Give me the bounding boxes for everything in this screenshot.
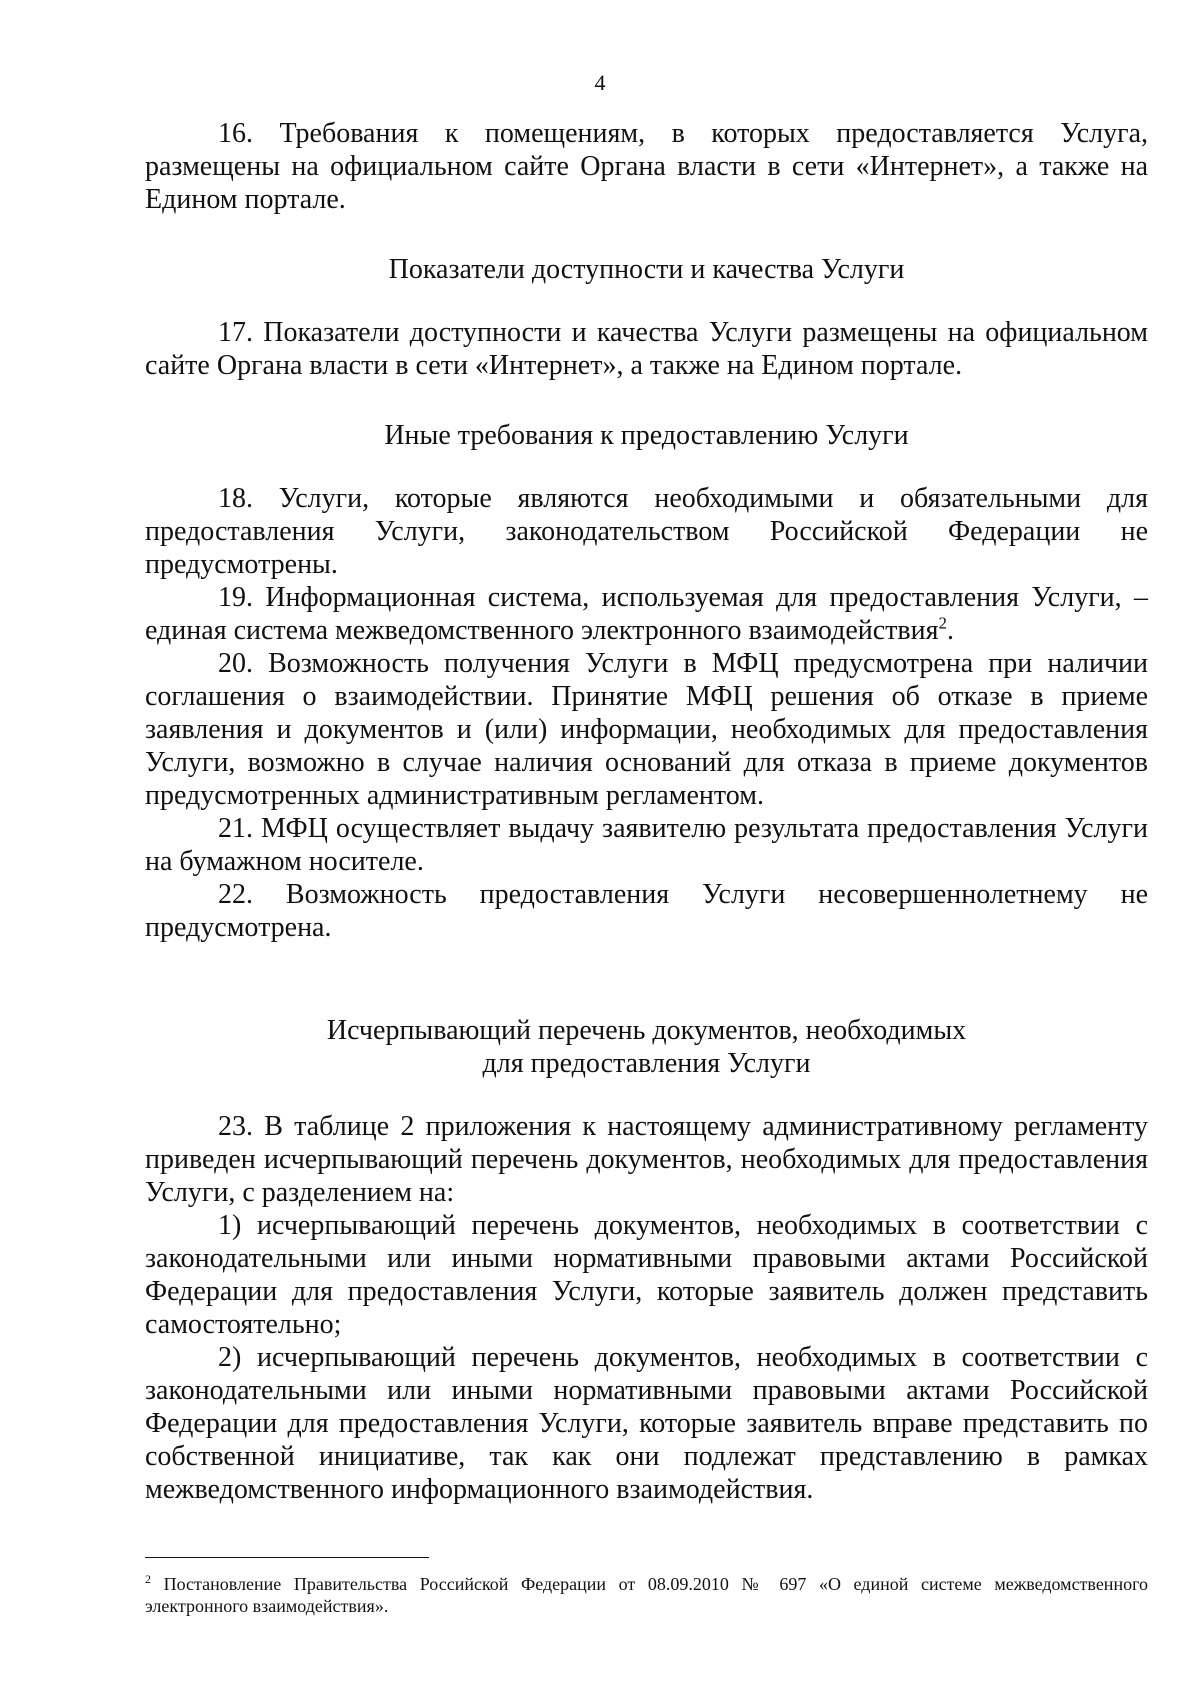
paragraph-22: 22. Возможность предоставления Услуги несовершеннолетнему не предусмотрена. (145, 879, 1148, 943)
heading-other-requirements: Иные требования к предоставлению Услуги (384, 420, 909, 451)
footnote-text: Постановление Правительства Российской Федерации от 08.09.2010 № 697 «О единой системе межведомственного электронного взаимодействия». (145, 1574, 1149, 1616)
heading-availability-quality: Показатели доступности и качества Услуги (388, 254, 905, 285)
heading-documents-list-line2: для предоставления Услуги (482, 1048, 811, 1079)
heading-documents-list-line1: Исчерпывающий перечень документов, необходимых (326, 1015, 967, 1046)
paragraph-23: 23. В таблице 2 приложения к настоящему административному регламенту приведен исчерпывающий перечень документов, необходимых для предоставления Услуги, с разделением на: (145, 1111, 1148, 1208)
page-number: 4 (594, 70, 606, 95)
paragraph-18: 18. Услуги, которые являются необходимыми и обязательными для предоставления Услуги, законодательством Российской Федерации не предусмотрены. (145, 483, 1148, 580)
footnote-reference: 2 (938, 613, 947, 633)
paragraph-21: 21. МФЦ осуществляет выдачу заявителю результата предоставления Услуги на бумажном носителе. (145, 813, 1148, 877)
heading-documents-list (145, 1014, 1148, 1080)
list-item-2: 2) исчерпывающий перечень документов, необходимых в соответствии с законодательными или иными нормативными правовыми актами Российской Федерации для предоставления Услуги, которые заявитель вправе представить по собственной инициативе, так как они подлежат представлению в рамках межведомственного информационного взаимодействия. (145, 1342, 1148, 1505)
paragraph-17: 17. Показатели доступности и качества Услуги размещены на официальном сайте Органа власти в сети «Интернет», а также на Едином портале. (145, 317, 1148, 381)
paragraph-19-end: . (946, 615, 954, 646)
list-item-1: 1) исчерпывающий перечень документов, необходимых в соответствии с законодательными или иными нормативными правовыми актами Российской Федерации для предоставления Услуги, которые заявитель должен представить самостоятельно; (145, 1210, 1148, 1340)
paragraph-20: 20. Возможность получения Услуги в МФЦ предусмотрена при наличии соглашения о взаимодействии. Принятие МФЦ решения об отказе в приеме заявления и документов и (или) информации, необходимых для предоставления Услуги, возможно в случае наличия оснований для отказа в приеме документов предусмотренных административным регламентом. (145, 648, 1148, 811)
paragraph-19-text: 19. Информационная система, используемая для предоставления Услуги, – единая система межведомственного электронного взаимодействия (145, 582, 1148, 646)
paragraph-16: 16. Требования к помещениям, в которых предоставляется Услуга, размещены на официальном сайте Органа власти в сети «Интернет», а также на Едином портале. (145, 118, 1148, 215)
paragraph-19 (145, 581, 1148, 647)
footnote-separator (145, 1557, 429, 1558)
document-body (145, 117, 1148, 1506)
footnote-mark: 2 (145, 1572, 151, 1586)
footnote (145, 1573, 1148, 1617)
